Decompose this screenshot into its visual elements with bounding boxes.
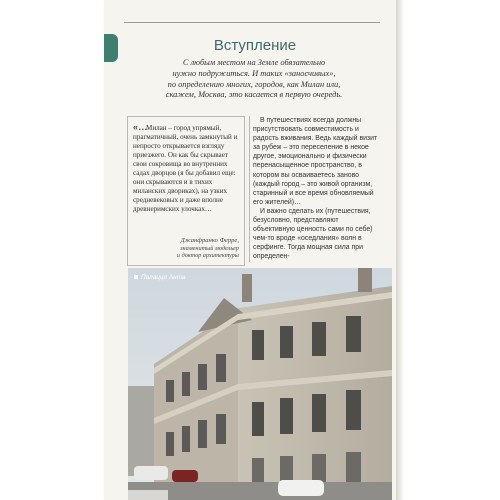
body-paragraph: И важно сделать их (путешествия, безусловно, представляют объективную ценность сами по себе) чем-то вроде «оседлания» волн в серфинге. Тогда мощная сила при определен-	[253, 207, 373, 261]
column-divider	[249, 116, 250, 262]
quote-mark: « . . .	[133, 122, 147, 132]
quote-attribution	[134, 237, 239, 260]
quote-box	[127, 116, 245, 266]
quote-author-name: Джанфранко Ферре,	[180, 237, 239, 245]
intro-line: нужно подружиться. И таких «заносчивых»,	[172, 68, 336, 78]
caption-square-icon	[134, 275, 138, 279]
photo-caption	[134, 274, 186, 281]
section-title: Вступление	[213, 37, 297, 54]
intro-line: С любым местом на Земле обязательно	[182, 58, 326, 67]
quote-author-title: знаменитый модельер	[180, 244, 239, 252]
intro-epigraph	[130, 58, 378, 101]
page-edge-shadow	[396, 0, 404, 500]
header-rule	[124, 22, 380, 23]
section-tab-marker	[104, 34, 118, 62]
body-paragraph: В путешествиях всегда должны присутствовать совместимость и радость вживания. Ведь каждый визит за рубеж – это переселение в некое другое, эмоционально и физически перенасыщенное пространство, в котором вы осваиваетесь заново (каждый город – это живой организм, старинный и все время обновляемый его жителей)…	[253, 117, 378, 206]
quote-text: Милан – город упрямый, прагматичный, очень замкнутый и непросто открывается взгляду приезжего. Он как бы скрывает свои сокровища во внутренних садах дворцов (я бы добавил еще: они скрываются и в тихих миланских двориках), на узких средневековых и даже вполне древнеримских улочках…	[133, 124, 238, 213]
body-text-column	[253, 116, 379, 262]
quote-author-title: и доктор архитектуры	[176, 252, 239, 260]
intro-line: скажем, Москва, это касается в первую очередь.	[165, 90, 343, 100]
palazzo-photo	[128, 268, 392, 500]
caption-text: Палаццо Анта	[141, 274, 186, 281]
quote-paragraph	[133, 123, 240, 214]
intro-line: по определению многих, городов, как Милан или,	[167, 79, 341, 89]
palazzo-illustration	[128, 268, 392, 500]
